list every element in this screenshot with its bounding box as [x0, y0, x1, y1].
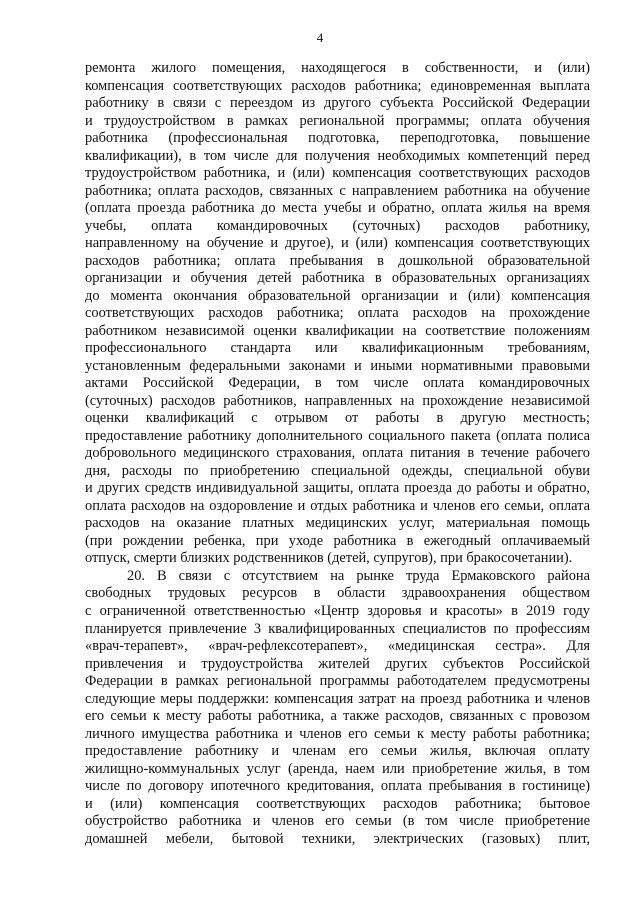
text-line: учебы, оплата командировочных (суточных) расходов работнику,: [85, 217, 590, 234]
text-line: и других средств индивидуальной защиты, оплата проезда до работы и обратно,: [85, 480, 590, 497]
text-line: обустройство работника и членов его семьи (в том числе приобретение: [85, 813, 590, 830]
text-line: с ограниченной ответственностью «Центр здоровья и красоты» в 2019 году: [85, 602, 590, 619]
text-line: работнику в связи с переездом из другого субъекта Российской Федерации: [85, 95, 590, 112]
text-line: «врач-терапевт», «врач-рефлексотерапевт», «медицинская сестра». Для: [85, 638, 590, 655]
text-line: расходов работника; оплата пребывания в дошкольной образовательной: [85, 252, 590, 269]
text-line: предоставление работнику дополнительного социального пакета (оплата полиса: [85, 427, 590, 444]
text-line: оплата расходов на оздоровление и отдых работника и членов его семьи, оплата: [85, 497, 590, 514]
text-line: (суточных) расходов работников, направленных на прохождение независимой: [85, 392, 590, 409]
text-line: актами Российской Федерации, в том числе оплата командировочных: [85, 375, 590, 392]
text-line: организации и обучения детей работника в образовательных организациях: [85, 270, 590, 287]
text-line: работника; оплата расходов, связанных с направлением работника на обучение: [85, 182, 590, 199]
text-line: предоставление работнику и членам его семьи жилья, включая оплату: [85, 743, 590, 760]
text-line: ремонта жилого помещения, находящегося в собственности, и (или): [85, 60, 590, 76]
text-line: дня, расходы по приобретению специальной одежды, специальной обуви: [85, 462, 590, 479]
text-line: личного имущества работника и членов его семьи к месту работы работника;: [85, 725, 590, 742]
text-line: расходов на оказание платных медицинских услуг, материальная помощь: [85, 515, 590, 532]
text-line: (при рождении ребенка, при уходе работника в ежегодный оплачиваемый: [85, 532, 590, 549]
text-line: свободных трудовых ресурсов в области здравоохранения обществом: [85, 585, 590, 602]
text-line: планируется привлечение 3 квалифицированных специалистов по профессиям: [85, 620, 590, 637]
text-line: работника (профессиональная подготовка, переподготовка, повышение: [85, 130, 590, 147]
body-text: [85, 60, 590, 848]
text-line: соответствующих расходов работника; оплата расходов на прохождение: [85, 305, 590, 322]
paragraph-20-first-line: 20. В связи с отсутствием на рынке труда Ермаковского района: [127, 567, 590, 584]
text-line: компенсация соответствующих расходов работника; единовременная выплата: [85, 77, 590, 94]
text-line: отпуск, смерти близких родственников (детей, супругов), при бракосочетании).: [85, 550, 573, 567]
page-number: 4: [316, 30, 324, 45]
text-line: квалификации), в том числе для получения необходимых компетенций перед: [85, 147, 590, 164]
text-line: привлечения и трудоустройства жителей других субъектов Российской: [85, 655, 590, 672]
text-line: до момента окончания образовательной организации и (или) компенсация: [85, 287, 590, 304]
text-line: его семьи к месту работы работника, а также расходов, связанных с провозом: [85, 708, 590, 725]
text-line: следующие меры поддержки: компенсация затрат на проезд работника и членов: [85, 690, 590, 707]
text-line: Федерации в рамках региональной программы работодателем предусмотрены: [85, 673, 590, 690]
text-line: и (или) компенсация соответствующих расходов работника; бытовое: [85, 795, 590, 812]
text-line: трудоустройством работника, и (или) компенсация соответствующих расходов: [85, 165, 590, 182]
text-line: установленным федеральными законами и иными нормативными правовыми: [85, 357, 590, 374]
text-line: добровольного медицинского страхования, оплата питания в течение рабочего: [85, 445, 590, 462]
text-line: направленному на обучение и другое), и (или) компенсация соответствующих: [85, 235, 590, 252]
text-line: работником независимой оценки квалификации на соответствие положениям: [85, 322, 590, 339]
text-line: домашней мебели, бытовой техники, электрических (газовых) плит,: [85, 830, 590, 847]
text-line: жилищно-коммунальных услуг (аренда, наем или приобретение жилья, в том: [85, 760, 590, 777]
text-line: профессионального стандарта или квалификационным требованиям,: [85, 340, 590, 357]
text-line: оценки квалификаций с отрывом от работы в другую местность;: [85, 410, 590, 427]
text-line: (оплата проезда работника до места учебы и обратно, оплата жилья на время: [85, 200, 590, 217]
text-line: и трудоустройством в рамках региональной программы; оплата обучения: [85, 112, 590, 129]
text-line: числе по договору ипотечного кредитования, оплата пребывания в гостинице): [85, 778, 590, 795]
